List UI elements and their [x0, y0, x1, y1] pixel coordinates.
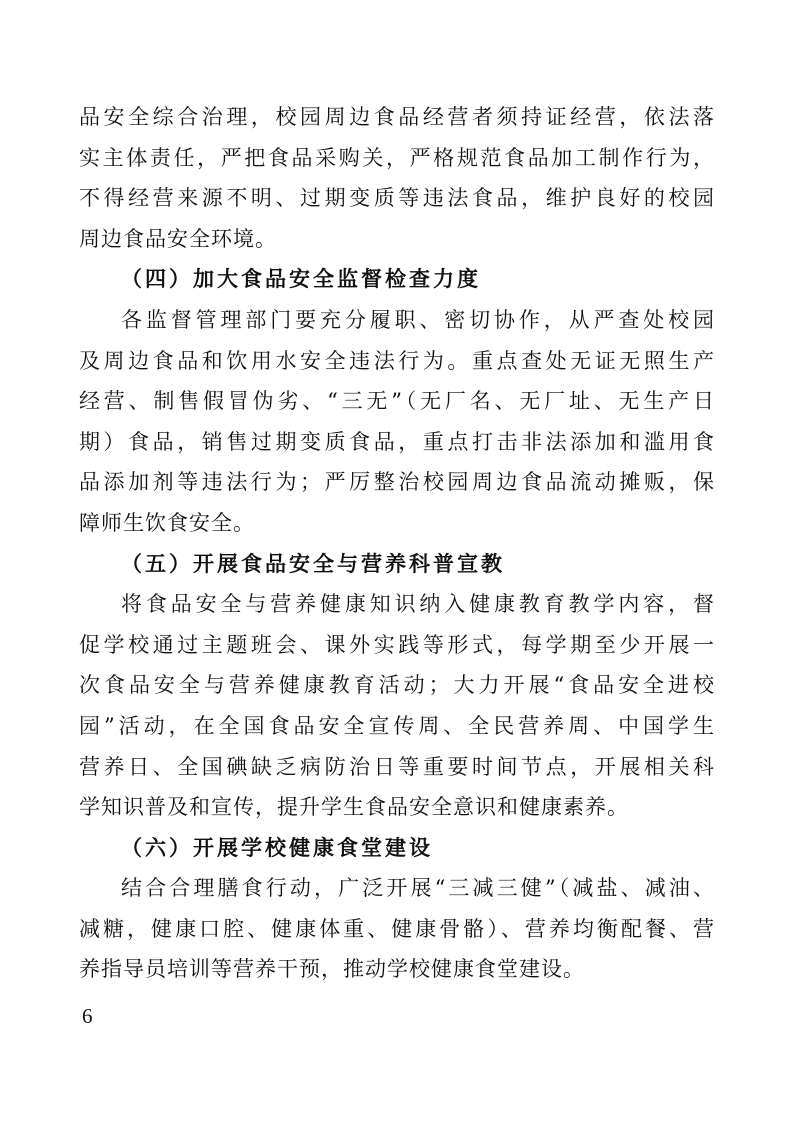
- section-6-paragraph: [79, 868, 715, 990]
- section-5-paragraph: [79, 584, 715, 828]
- paragraph-line: 结合合理膳食行动，广泛开展“三减三健”（减盐、减油、: [121, 876, 715, 901]
- paragraph-line: 及周边食品和饮用水安全违法行为。重点查处无证无照生产: [79, 348, 715, 373]
- document-body: [79, 97, 715, 990]
- paragraph-line: 园”活动，在全国食品安全宣传周、全民营养周、中国学生: [79, 713, 715, 738]
- paragraph-line: 周边食品安全环境。: [79, 226, 277, 251]
- paragraph-line: 次食品安全与营养健康教育活动；大力开展“食品安全进校: [79, 673, 715, 698]
- page-number: 6: [82, 1004, 93, 1028]
- paragraph-line: 促学校通过主题班会、课外实践等形式，每学期至少开展一: [79, 632, 715, 657]
- paragraph-line: 障师生饮食安全。: [79, 510, 255, 535]
- paragraph-line: 学知识普及和宣传，提升学生食品安全意识和健康素养。: [79, 795, 629, 820]
- paragraph-line: 将食品安全与营养健康知识纳入健康教育教学内容，督: [121, 592, 715, 617]
- paragraph-line: 不得经营来源不明、过期变质等违法食品，维护良好的校园: [79, 186, 715, 211]
- paragraph-line: 品添加剂等违法行为；严厉整治校园周边食品流动摊贩，保: [79, 470, 715, 495]
- section-5-heading: （五）开展食品安全与营养科普宣教: [121, 551, 505, 576]
- section-4-heading: （四）加大食品安全监督检查力度: [121, 267, 481, 292]
- paragraph-line: 品安全综合治理，校园周边食品经营者须持证经营，依法落: [79, 105, 715, 129]
- section-4-paragraph: [79, 300, 715, 544]
- paragraph-line: 减糖，健康口腔、健康体重、健康骨骼）、营养均衡配餐、营: [79, 916, 715, 941]
- paragraph-line: 经营、制售假冒伪劣、“三无”（无厂名、无厂址、无生产日: [79, 389, 715, 414]
- paragraph-line: 养指导员培训等营养干预，推动学校健康食堂建设。: [79, 957, 585, 982]
- paragraph-line: 营养日、全国碘缺乏病防治日等重要时间节点，开展相关科: [79, 754, 715, 779]
- paragraph-line: 实主体责任，严把食品采购关，严格规范食品加工制作行为，: [79, 145, 715, 170]
- paragraph-line: 期）食品，销售过期变质食品，重点打击非法添加和滥用食: [79, 429, 715, 454]
- intro-paragraph: [79, 97, 715, 259]
- paragraph-line: 各监督管理部门要充分履职、密切协作，从严查处校园: [121, 307, 715, 332]
- section-6-heading: （六）开展学校健康食堂建设: [121, 835, 433, 860]
